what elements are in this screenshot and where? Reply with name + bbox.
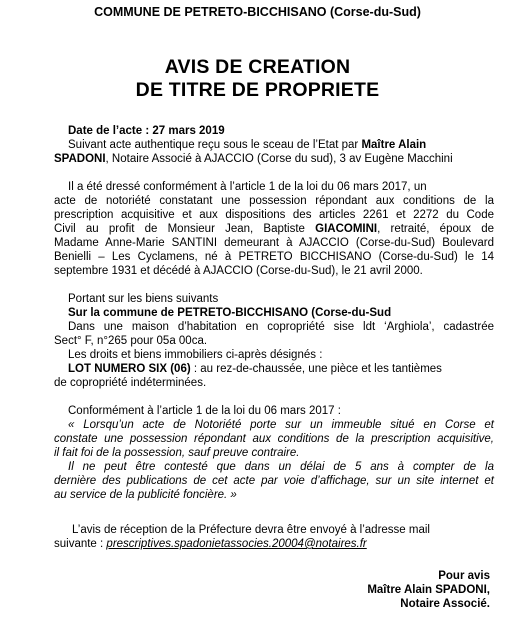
loi-quote-line-2: constate une possession répondant aux conditions de la prescription acquisitive, — [54, 433, 494, 445]
notary-name-part2: SPADONI — [54, 153, 106, 165]
biens-line-5: Les droits et biens immobiliers ci-après désignés : — [68, 349, 323, 361]
loi-quote-line-3: il fait foi de la possession, sauf preuve contraire. — [54, 447, 300, 459]
acte-line-1-text: Suivant acte authentique reçu sous le sceau de l’Etat par — [68, 139, 362, 151]
avis-line-2 — [54, 537, 367, 551]
para1-line-4-c: , retraité, époux de — [377, 223, 494, 235]
loi-quote-line-6: au service de la publicité foncière. » — [54, 489, 237, 501]
loi-quote-line-4: Il ne peut être contesté que dans un délai de 5 ans à compter de la — [68, 461, 494, 473]
biens-line-7: de copropriété indéterminées. — [54, 377, 207, 389]
para1-line-1: Il a été dressé conformément à l’article 1 de la loi du 06 mars 2017, un — [68, 181, 427, 193]
biens-line-6-text: : au rez-de-chaussée, une pièce et les tantièmes — [190, 363, 442, 375]
lot-number: LOT NUMERO SIX (06) — [68, 363, 191, 375]
signature-line-1: Pour avis — [438, 570, 490, 582]
acte-date: Date de l’acte : 27 mars 2019 — [68, 125, 225, 137]
notice-title-line2: DE TITRE DE PROPRIETE — [135, 79, 380, 101]
para1-line-2: acte de notoriété constatant une possession répondant aux conditions de la — [54, 195, 494, 207]
para1-line-4-a: Civil au profit de Monsieur Jean, Baptiste — [54, 223, 316, 235]
acte-line-1 — [68, 138, 426, 152]
loi-quote-line-1: « Lorsqu’un acte de Notoriété porte sur un immeuble situé en Corse et — [68, 419, 494, 431]
signature-line-2: Maître Alain SPADONI, — [367, 584, 490, 596]
para1-line-7: septembre 1931 et décédé à AJACCIO (Corse-du-Sud), le 21 avril 2000. — [54, 265, 423, 277]
para1-line-6: Benielli – Les Cyclamens, né à PETRETO BICCHISANO (Corse-du-Sud) le 14 — [54, 251, 494, 263]
loi-quote-line-5: dernière des publications de cet acte par voie d’affichage, sur un site internet et — [54, 475, 494, 487]
signature-line-3: Notaire Associé. — [400, 598, 490, 610]
acte-line-2 — [54, 152, 453, 166]
para1-line-3: prescription acquisitive et aux dispositions des articles 2261 et 2272 du Code — [54, 209, 494, 221]
avis-line-1: L’avis de réception de la Préfecture devra être envoyé à l’adresse mail — [72, 524, 430, 536]
contact-email: prescriptives.spadonietassocies.20004@notaires.fr — [106, 538, 367, 550]
para1-line-5: Madame Anne-Marie SANTINI demeurant à AJACCIO (Corse-du-Sud) Boulevard — [54, 237, 494, 249]
avis-line-2-text: suivante : — [54, 538, 107, 550]
notice-title-line1: AVIS DE CREATION — [164, 56, 351, 78]
para1-line-4 — [54, 222, 494, 236]
biens-commune: Sur la commune de PETRETO-BICCHISANO (Corse-du-Sud — [68, 307, 392, 319]
biens-line-6 — [68, 362, 442, 376]
acte-line-2-text: , Notaire Associé à AJACCIO (Corse du sud), 3 av Eugène Macchini — [105, 153, 453, 165]
beneficiary-name: GIACOMINI — [315, 223, 378, 235]
notary-name-part1: Maître Alain — [361, 139, 427, 151]
biens-line-4: Sect° F, n°265 pour 05a 00ca. — [54, 335, 208, 347]
biens-line-1: Portant sur les biens suivants — [68, 293, 219, 305]
loi-intro: Conformément à l’article 1 de la loi du 06 mars 2017 : — [68, 405, 341, 417]
commune-header: COMMUNE DE PETRETO-BICCHISANO (Corse-du-Sud) — [94, 5, 421, 19]
biens-line-3: Dans une maison d’habitation en copropriété sise ldt ‘Arghiola’, cadastrée — [68, 321, 494, 333]
